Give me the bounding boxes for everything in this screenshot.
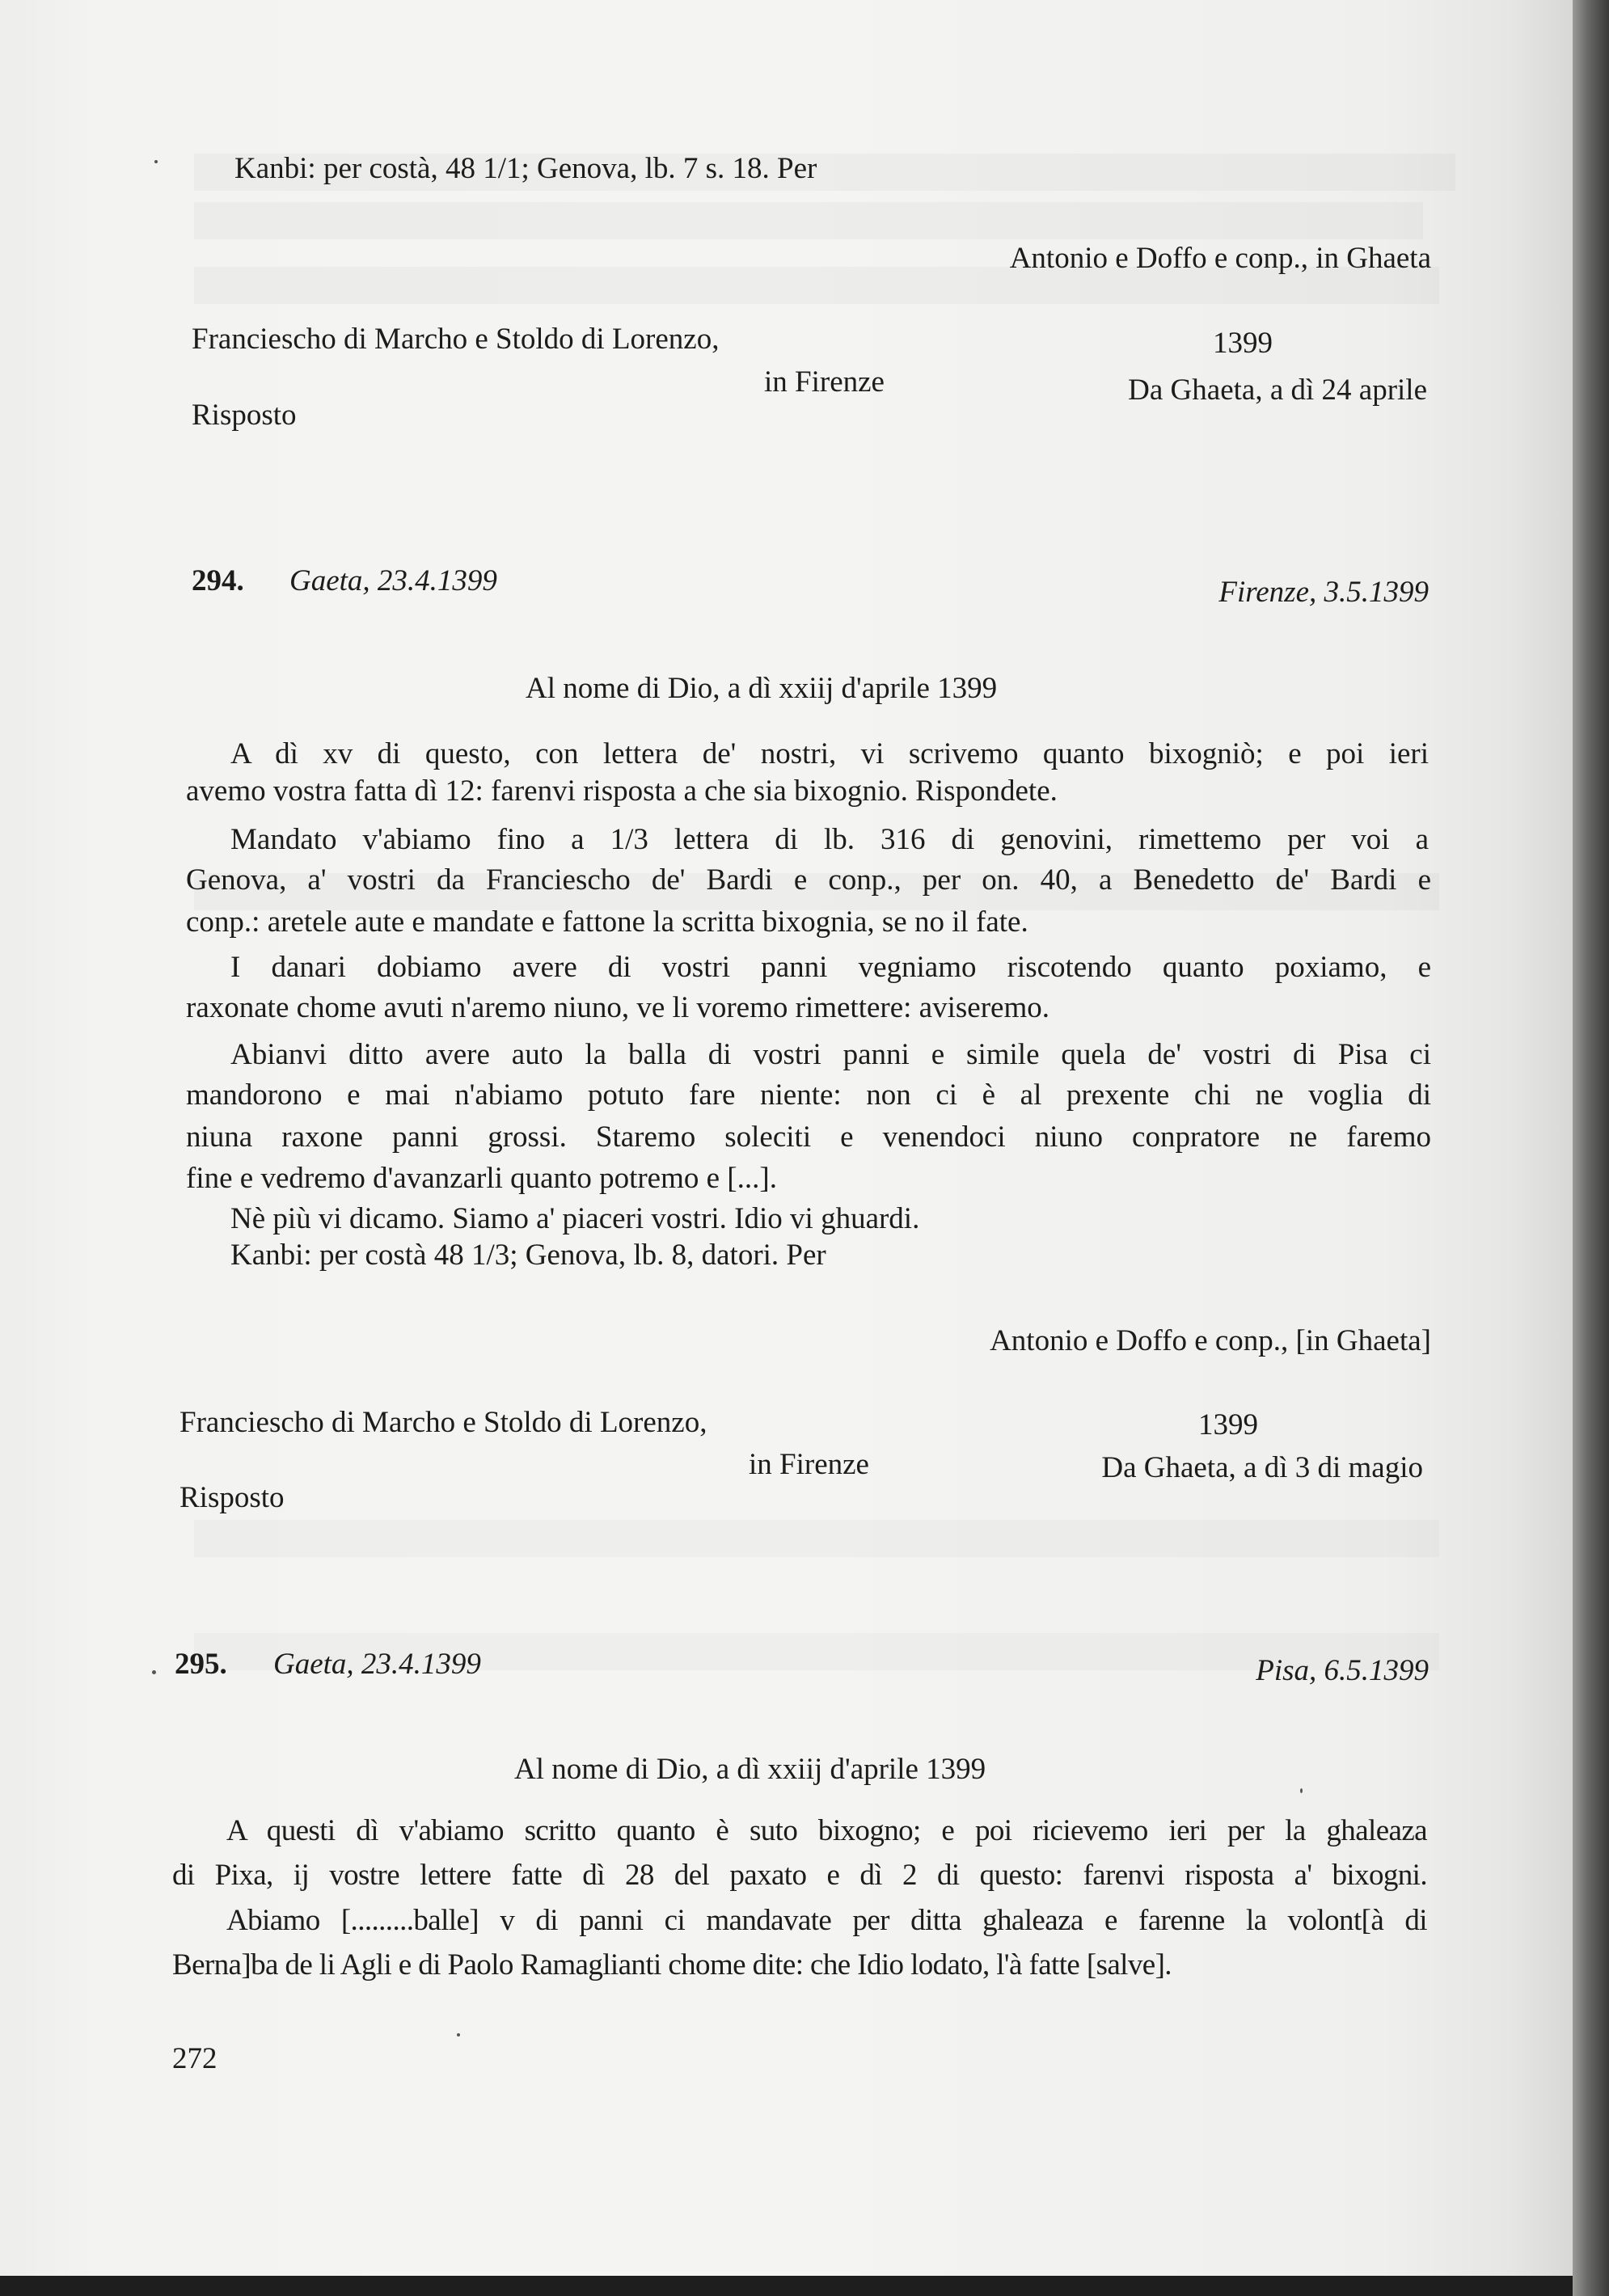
stray-mark xyxy=(154,160,158,163)
body-line: niuna raxone panni grossi. Staremo soleciti e venendoci niuno conpratore ne faremo xyxy=(186,1121,1431,1154)
received-note: Da Ghaeta, a dì 24 aprile xyxy=(1128,374,1427,407)
body-line: di Pixa, ij vostre lettere fatte dì 28 del paxato e dì 2 di questo: farenvi risposta a' bixogni. xyxy=(172,1859,1427,1892)
letter-destination: Firenze, 3.5.1399 xyxy=(1218,576,1429,609)
body-line: I danari dobiamo avere di vostri panni vegniamo riscotendo quanto poxiamo, e xyxy=(230,951,1431,984)
addressee-line: Antonio e Doffo e conp., in Ghaeta xyxy=(1009,242,1431,275)
body-line: Berna]ba de li Agli e di Paolo Ramaglianti chome dite: che Idio lodato, l'à fatte [salve]. xyxy=(172,1948,1172,1982)
recipient-line: Franciescho di Marcho e Stoldo di Lorenzo, xyxy=(192,323,720,356)
body-line: A dì xv di questo, con lettera de' nostri, vi scrivemo quanto bixogniò; e poi ieri xyxy=(230,737,1429,770)
stray-mark xyxy=(1300,1788,1303,1793)
body-line: Abianvi ditto avere auto la balla di vostri panni e simile quela de' vostri di Pisa ci xyxy=(230,1038,1431,1071)
scan-edge xyxy=(0,2276,1573,2296)
body-line: Kanbi: per costà 48 1/3; Genova, lb. 8, datori. Per xyxy=(230,1239,826,1272)
stray-mark xyxy=(457,2033,460,2036)
salutation: Al nome di Dio, a dì xxiij d'aprile 1399 xyxy=(526,672,998,705)
body-line: Genova, a' vostri da Franciescho de' Bardi e conp., per on. 40, a Benedetto de' Bardi e xyxy=(186,863,1431,897)
body-line: raxonate chome avuti n'aremo niuno, ve li voremo rimettere: aviseremo. xyxy=(186,991,1049,1024)
received-note: Da Ghaeta, a dì 3 di magio xyxy=(1101,1451,1423,1484)
salutation: Al nome di Dio, a dì xxiij d'aprile 1399 xyxy=(514,1753,986,1786)
recipient-city: in Firenze xyxy=(749,1448,869,1481)
body-line: Abiamo [.........balle] v di panni ci mandavate per ditta ghaleaza e farenne la volont[à di xyxy=(226,1904,1427,1937)
body-line: fine e vedremo d'avanzarli quanto potremo e [...]. xyxy=(186,1162,777,1195)
letter-destination: Pisa, 6.5.1399 xyxy=(1256,1654,1429,1687)
body-line: conp.: aretele aute e mandate e fattone la scritta bixognia, se no il fate. xyxy=(186,905,1028,939)
addressee-line: Antonio e Doffo e conp., [in Ghaeta] xyxy=(990,1324,1431,1357)
letter-number: 294. xyxy=(192,564,244,597)
year-line: 1399 xyxy=(1213,327,1273,360)
margin-mark xyxy=(152,1670,156,1674)
body-line: Mandato v'abiamo fino a 1/3 lettera di lb. 316 di genovini, rimettemo per voi a xyxy=(230,823,1429,856)
year-line: 1399 xyxy=(1198,1408,1258,1441)
answered-note: Risposto xyxy=(192,399,297,432)
book-spine xyxy=(1573,0,1609,2296)
exchange-line: Kanbi: per costà, 48 1/1; Genova, lb. 7 s. 18. Per xyxy=(234,152,817,185)
letter-origin: Gaeta, 23.4.1399 xyxy=(273,1648,481,1681)
body-line: mandorono e mai n'abiamo potuto fare niente: non ci è al prexente chi ne voglia di xyxy=(186,1078,1431,1112)
body-line: avemo vostra fatta dì 12: farenvi risposta a che sia bixognio. Rispondete. xyxy=(186,774,1058,808)
answered-note: Risposto xyxy=(179,1481,285,1514)
recipient-line: Franciescho di Marcho e Stoldo di Lorenzo, xyxy=(179,1406,707,1439)
letter-origin: Gaeta, 23.4.1399 xyxy=(289,564,497,597)
recipient-city: in Firenze xyxy=(764,365,885,399)
page-number: 272 xyxy=(172,2042,217,2075)
body-line: A questi dì v'abiamo scritto quanto è suto bixogno; e poi ricievemo ieri per la ghaleaza xyxy=(226,1814,1427,1847)
letter-number: 295. xyxy=(175,1648,227,1681)
body-line: Nè più vi dicamo. Siamo a' piaceri vostri. Idio vi ghuardi. xyxy=(230,1202,920,1235)
